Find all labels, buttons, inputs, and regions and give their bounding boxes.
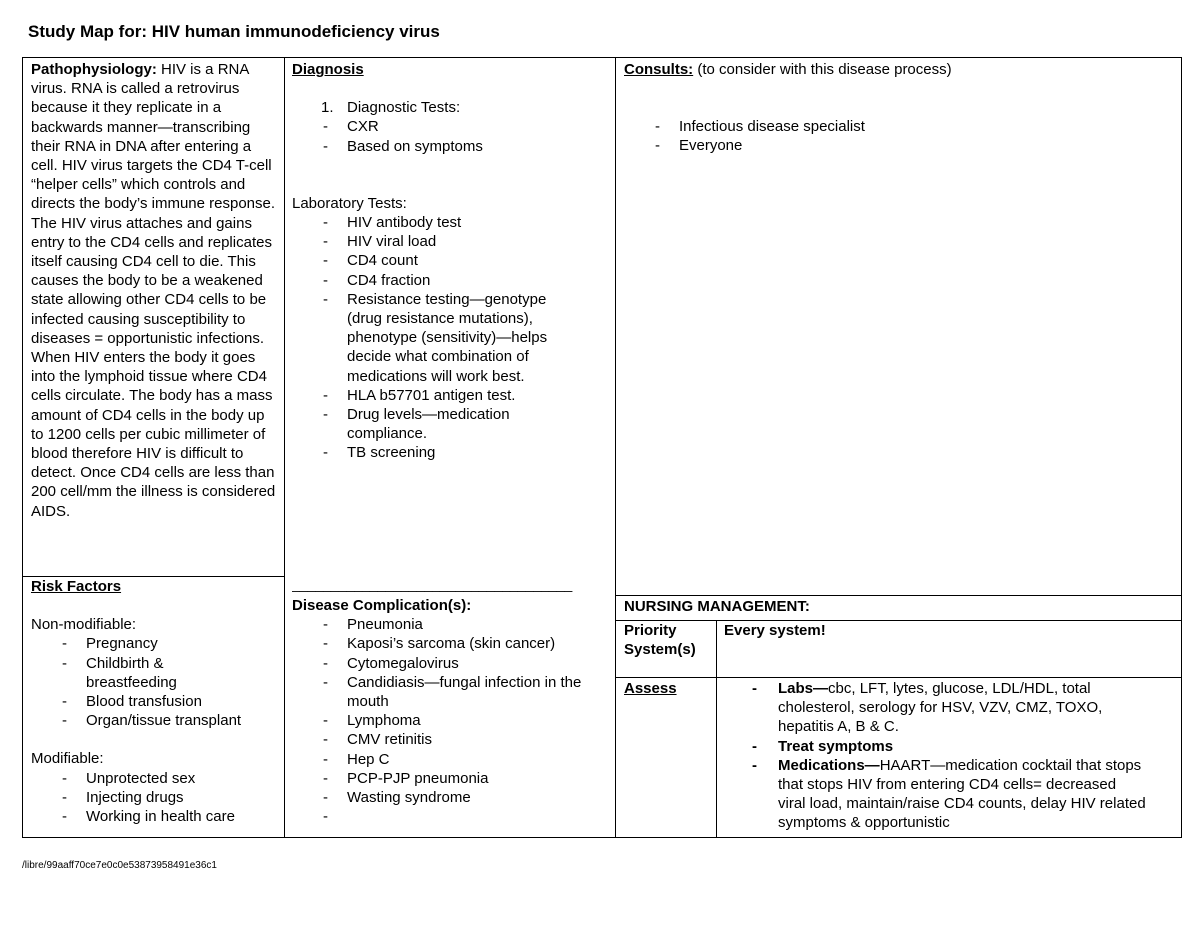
- non-modifiable-label: Non-modifiable:: [31, 616, 137, 634]
- consults-header: [624, 60, 1174, 79]
- modifiable-label: Modifiable:: [31, 750, 104, 768]
- list-item: [292, 98, 610, 117]
- priority-systems-label: Priority System(s): [624, 622, 696, 659]
- list-item: - Organ/tissue transplant: [31, 711, 281, 730]
- list-item: - Pregnancy: [31, 634, 281, 653]
- pathophysiology-heading: Pathophysiology:: [31, 61, 157, 78]
- consults-list: [624, 117, 1174, 155]
- laboratory-tests-list: [292, 213, 610, 463]
- list-item: - CD4 fraction: [292, 271, 580, 290]
- diagnosis-heading: Diagnosis: [292, 61, 364, 78]
- consults-nursing-divider: [615, 595, 1181, 596]
- list-item: - Lymphoma: [292, 711, 614, 730]
- study-map-table: [22, 57, 1182, 838]
- nursing-management-heading: NURSING MANAGEMENT:: [624, 598, 810, 615]
- column-divider-2: [615, 58, 616, 837]
- list-item: - Candidiasis—fungal infection in the mouth: [292, 673, 614, 711]
- consults-subtitle: (to consider with this disease process): [693, 61, 952, 78]
- risk-factors-section: [31, 577, 281, 826]
- list-item: - HLA b57701 antigen test.: [292, 386, 580, 405]
- list-item: - Everyone: [624, 136, 1174, 155]
- laboratory-tests-label: Laboratory Tests:: [292, 194, 407, 212]
- consults-heading: Consults:: [624, 61, 694, 78]
- assess-item-title: Labs—: [778, 680, 829, 697]
- complications-heading: Disease Complication(s):: [292, 597, 472, 614]
- list-number: 1.: [321, 99, 334, 117]
- consults-section: [624, 60, 1174, 156]
- assess-list: [717, 679, 1147, 833]
- pathophysiology-text: HIV is a RNA virus. RNA is called a retrovirus because it they replicate in a backwards manner—transcribing their RNA in DNA after entering a cell. HIV virus targets the CD4 T-cell “helper cells” which controls and directs the body’s immune response. The HIV virus attaches and gains entry to the CD4 cells and replicates itself causing CD4 cell to die. This causes the body to be a weakened state allowing other CD4 cells to be infected causing susceptibility to diseases = opportunistic infections. When HIV enters the body it goes into the lymphoid tissue where CD4 cells circulate. The body has a mass amount of CD4 cells in the body up to 1200 cells per cubic millimeter of blood therefore HIV is difficult to detect. Once CD4 cells are less than 200 cell/mm the illness is considered AIDS.: [31, 61, 276, 520]
- modifiable-list: [31, 769, 281, 827]
- list-item: - Cytomegalovirus: [292, 654, 614, 673]
- assess-item-text: cbc, LFT, lytes, glucose, LDL/HDL, total cholesterol, serology for HSV, VZV, CMZ, TOXO, hepatitis A, B & C.: [778, 680, 1103, 736]
- assess-item-title: Treat symptoms: [778, 737, 894, 755]
- non-modifiable-list: [31, 634, 281, 730]
- complications-list: [292, 615, 614, 826]
- list-item: - Pneumonia: [292, 615, 614, 634]
- list-item: - CMV retinitis: [292, 730, 614, 749]
- priority-assess-divider: [615, 677, 1181, 678]
- list-item: - TB screening: [292, 443, 580, 462]
- column-divider-1: [284, 58, 285, 837]
- assess-item-labs: [717, 679, 1147, 737]
- pathophysiology-section: [31, 60, 279, 521]
- assess-item-medications: [717, 756, 1147, 833]
- list-item: - CXR: [292, 117, 610, 136]
- list-item: - Infectious disease specialist: [624, 117, 1174, 136]
- diagnostic-tests-list: [292, 117, 610, 155]
- list-item: - PCP-PJP pneumonia: [292, 769, 614, 788]
- list-item: - Hep C: [292, 750, 614, 769]
- diagnostic-tests-heading-list: [292, 98, 610, 117]
- list-item: - Wasting syndrome: [292, 788, 614, 807]
- list-item: - Injecting drugs: [31, 788, 281, 807]
- assess-item-treat-symptoms: [717, 737, 1147, 756]
- list-item: [292, 807, 614, 826]
- priority-systems-value: Every system!: [724, 622, 826, 639]
- diagnosis-divider: ____________________________________: [292, 576, 573, 592]
- assess-label: Assess: [624, 680, 677, 697]
- diagnostic-tests-label: Diagnostic Tests:: [347, 99, 461, 117]
- footer-path: /libre/99aaff70ce7e0c0e53873958491e36c1: [22, 860, 217, 871]
- complications-section: [292, 596, 614, 826]
- diagnosis-section: [292, 60, 610, 463]
- list-item: - Based on symptoms: [292, 137, 610, 156]
- assess-section: [717, 679, 1147, 833]
- assess-item-title: Medications—: [778, 756, 880, 774]
- list-item: - HIV viral load: [292, 232, 580, 251]
- list-item: - Drug levels—medication compliance.: [292, 405, 580, 443]
- list-item: - Resistance testing—genotype (drug resistance mutations), phenotype (sensitivity)—helps decide what combination of medications will work best.: [292, 290, 580, 386]
- list-item: - Blood transfusion: [31, 692, 281, 711]
- list-item: - HIV antibody test: [292, 213, 580, 232]
- list-item: - Working in health care: [31, 807, 281, 826]
- list-item: - Unprotected sex: [31, 769, 281, 788]
- risk-factors-heading: Risk Factors: [31, 578, 122, 595]
- list-item: - CD4 count: [292, 251, 580, 270]
- list-item: - Kaposi’s sarcoma (skin cancer): [292, 634, 614, 653]
- assess-item-text: HAART—medication cocktail that stops that stops HIV from entering CD4 cells= decreased viral load, maintain/raise CD4 counts, delay HIV related symptoms & opportunistic: [778, 756, 1146, 832]
- page-title: Study Map for: HIV human immunodeficiency virus: [28, 22, 440, 41]
- list-item: - Childbirth & breastfeeding: [31, 654, 281, 692]
